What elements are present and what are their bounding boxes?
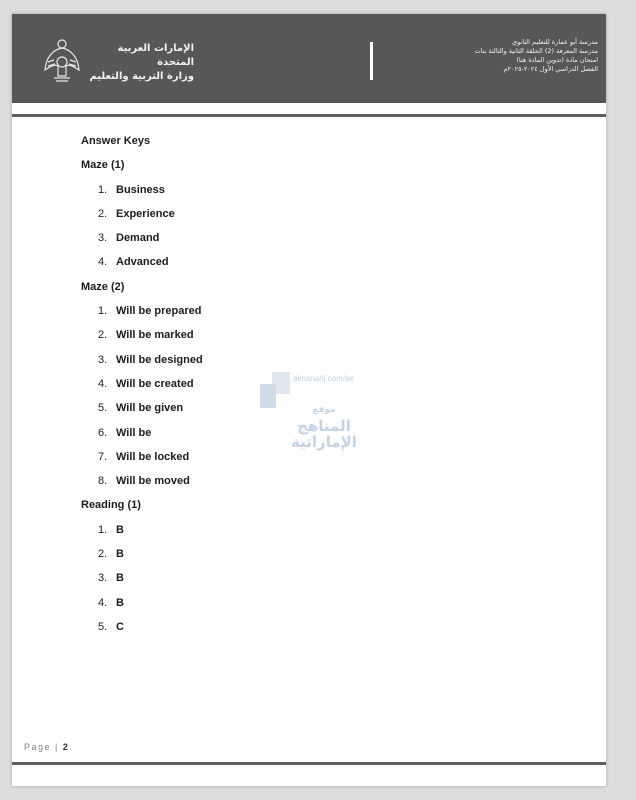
item-number: 6. [98,426,108,439]
watermark-text [264,402,384,450]
page-title: Answer Keys [81,135,151,147]
item-answer: B [116,548,124,561]
item-number: 3. [98,353,108,366]
page-header [12,14,606,103]
list-item [81,183,501,207]
item-number: 4. [98,596,108,609]
item-number: 4. [98,256,108,269]
school-line-1: مدرسة أبو عمارة للتعليم الثانوي [511,38,598,46]
item-answer: C [116,620,124,633]
section-heading-maze-1: Maze (1) [81,159,125,172]
item-answer: B [116,572,124,585]
list-item [81,353,501,377]
header-arabic-right [426,38,598,74]
list-item [81,255,501,279]
page-number: 2 [62,742,68,752]
document-page [12,14,606,786]
footer-label: Page | [24,742,59,752]
list-item [81,450,501,474]
item-answer: Experience [116,207,175,220]
item-answer: Will be marked [116,329,194,342]
section-heading-maze-2: Maze (2) [81,280,125,293]
term-line: الفصل الدراسي الأول ٢٠٢٤-٢٠٢٥م [503,65,598,73]
watermark-line-1: موقع [312,405,336,415]
item-number: 2. [98,207,108,220]
item-number: 2. [98,329,108,342]
item-answer: B [116,523,124,536]
item-number: 5. [98,402,108,415]
list-item [81,231,501,255]
item-number: 7. [98,450,108,463]
item-answer: Business [116,183,165,196]
item-answer: Will be created [116,377,194,390]
item-number: 4. [98,377,108,390]
answer-keys-content [81,134,501,644]
item-number: 1. [98,523,108,536]
item-number: 8. [98,475,108,488]
list-item [81,377,501,401]
list-item [81,207,501,231]
watermark-line-2: المناهج الإماراتية [291,417,357,451]
uae-emblem-icon [42,36,82,82]
item-answer: Will be locked [116,450,190,463]
item-number: 1. [98,305,108,318]
ministry-name: وزارة التربية والتعليم [89,71,194,82]
list-item [81,474,501,498]
item-number: 5. [98,620,108,633]
header-arabic-left [84,42,194,84]
item-answer: B [116,596,124,609]
section-heading-reading-1: Reading (1) [81,499,141,512]
header-divider [370,42,373,80]
list-item [81,620,501,644]
exam-line: امتحان مادة (تدوين المادة هنا) [516,56,598,64]
item-number: 2. [98,548,108,561]
item-answer: Will be moved [116,475,190,488]
list-item [81,571,501,595]
item-number: 3. [98,232,108,245]
watermark-url: almanahj.com/ae [293,374,354,383]
item-answer: Demand [116,232,160,245]
item-number: 3. [98,572,108,585]
header-rule [12,114,606,117]
list-item [81,547,501,571]
list-item [81,523,501,547]
footer-rule [12,762,606,765]
item-number: 1. [98,183,108,196]
uae-name: الإمارات العربية المتحدة [117,43,194,68]
list-item [81,328,501,352]
list-item [81,596,501,620]
item-answer: Will be designed [116,353,203,366]
item-answer: Will be [116,426,152,439]
item-answer: Advanced [116,256,169,269]
school-line-2: مدرسة المعرفة (2) الحلقة الثانية والثالثة بنات [474,47,598,55]
page-footer [24,742,68,752]
item-answer: Will be given [116,402,184,415]
item-answer: Will be prepared [116,305,202,318]
list-item [81,304,501,328]
